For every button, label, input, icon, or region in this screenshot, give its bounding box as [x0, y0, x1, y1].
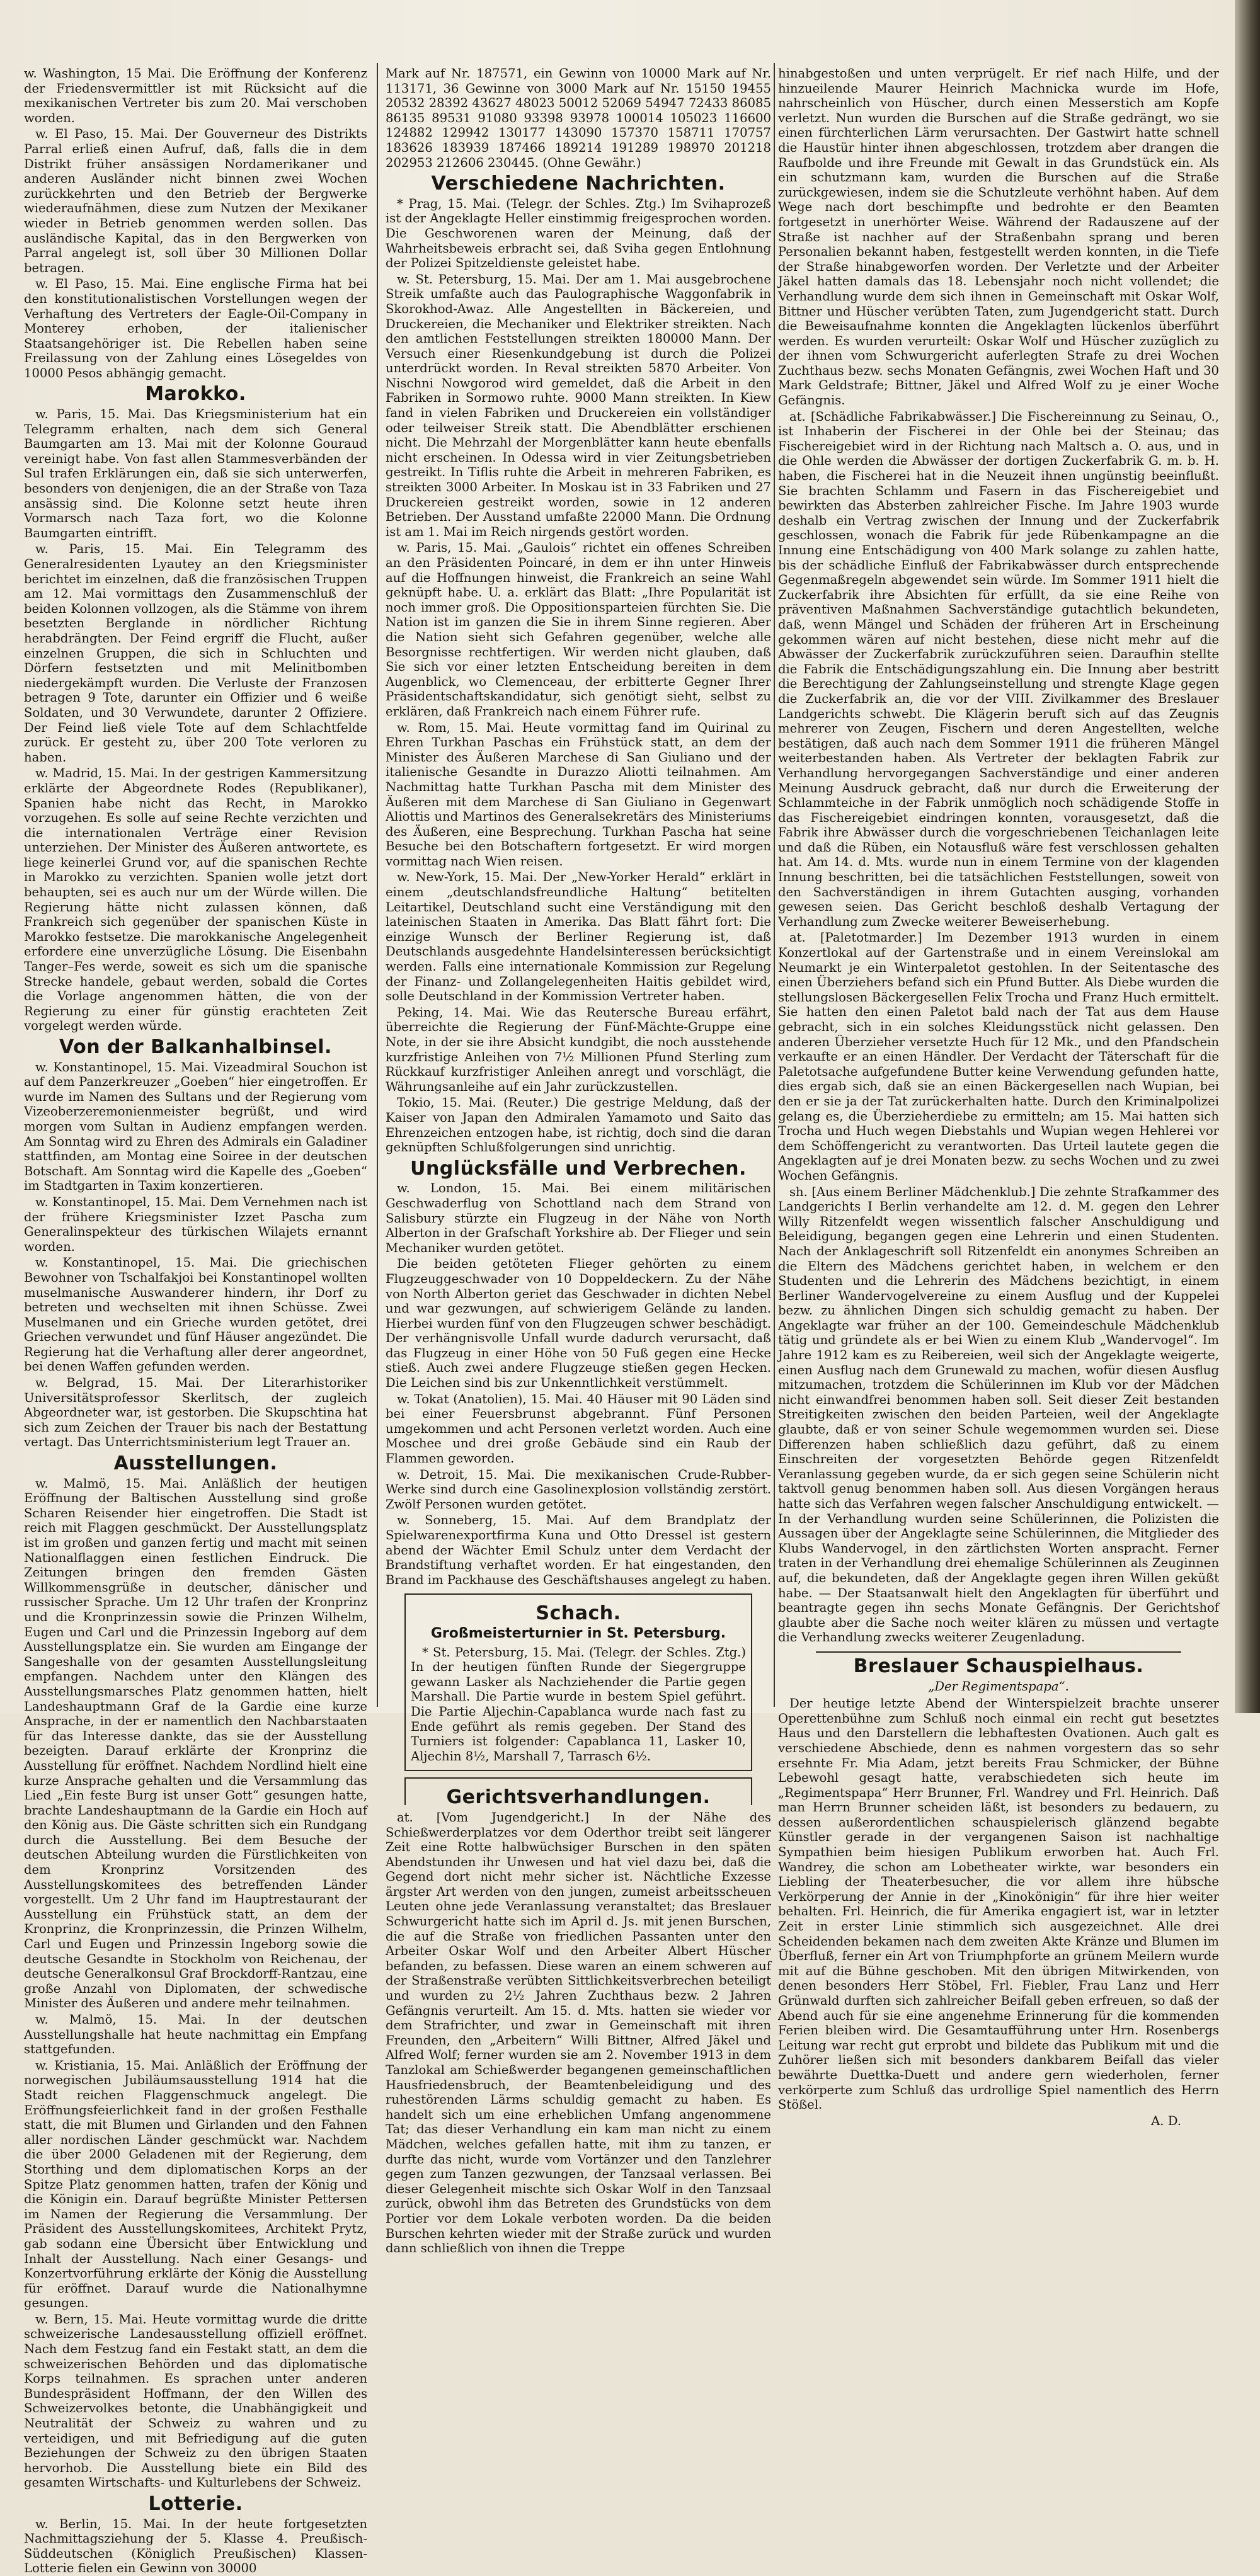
- article: w. Tokat (Anatolien), 15. Mai. 40 Häuser mit 90 Läden sind bei einer Feuersbrunst abgebrannt. Fünf Personen umgekommen und acht Personen verletzt worden. Auch eine Moschee und drei große Gebäude sind ein Raub der Flammen geworden.: [386, 1391, 771, 1466]
- column-rule: [377, 63, 378, 1707]
- article-continuation: hinabgestoßen und unten verprügelt. Er rief nach Hilfe, und der hinzueilende Maurer Heinrich Machnicka wurde im Hofe, nahrscheinlich von Hüscher, durch einen Messerstich am Kopfe verletzt. Nun wurden die Burschen auf die Straße gedrängt, wo sie einen fürchterlichen Lärm verursachten. Der Gastwirt hatte schnell die Haustür hinter ihnen abgeschlossen, trotzdem aber drangen die Raufbolde und ihre Freunde mit Gewalt in das Grundstück ein. Als ein schutzmann kam, wurden die Burschen auf die Straße zurückgewiesen, indem sie die Schutzleute verhöhnt haben. Auf dem Wege nach dort beschimpfte und bedrohte er den Beamten fortgesetzt in unerhörter Weise. Während der Radauszene auf der Straße ist nachher auf der Straßenbahn sprang und beren Personalien bekannt haben, festgestellt werden konnten, in die Tiefe der Straße hinabgeworfen worden. Der Verletzte und der Arbeiter Jäkel hatten damals das 18. Lebensjahr noch nicht vollendet; die Verhandlung wurde dem sich ihnen in Gemeinschaft mit Oskar Wolf, Bittner und Hüscher verübten Taten, zum Jugendgericht statt. Durch die Beweisaufnahme konnten die Angeklagten lückenlos überführt werden. Es wurden verurteilt: Oskar Wolf und Hüscher zuzüglich zu der ihnen vom Schwurgericht auferlegten Strafe zu drei Wochen Zuchthaus bezw. sechs Monaten Gefängnis, zwei Wochen Haft und 30 Mark Geldstrafe; Bittner, Jäkel und Alfred Wolf zu je einer Woche Gefängnis.: [778, 66, 1219, 408]
- section-heading-ausstellungen: Ausstellungen.: [113, 1452, 278, 1475]
- article: at. [Vom Jugendgericht.] In der Nähe des Schießwerderplatzes vor dem Oderthor treibt seit längerer Zeit eine Rotte halbwüchsiger Burschen in den späten Abendstunden ihr Unwesen und hat viel dazu bei, daß die Gegend dort nicht mehr sicher ist. Nächtliche Exzesse ärgster Art werden von den jungen, zumeist arbeitsscheuen Leuten ohne jede Veranlassung veranstaltet; das Breslauer Schwurgericht hatte sich im April d. Js. mit jenen Burschen, die auf die Straße von friedlichen Passanten unter den Arbeiter Oskar Wolf und den Arbeiter Albert Hüscher befanden, zu befassen. Diese waren an einem schweren auf der Straßenstraße verübten Sittlichkeitsverbrechen beteiligt und wurden zu 2½ Jahren Zuchthaus bezw. 2 Jahren Gefängnis verurteilt. Am 15. d. Mts. hatten sie wieder vor dem Strafrichter, und zwar in Gemeinschaft mit ihren Freunden, den „Arbeitern“ Willi Bittner, Alfred Jäkel und Alfred Wolf; ferner wurden sie am 2. November 1913 in dem Tanzlokal am Schießwerder begangenen gemeinschaftlichen Hausfriedensbruch, der Beamtenbeleidigung und des ruhestörenden Lärms schuldig gemacht zu haben. Es handelt sich um eine erheblichen Umfang angenommene Tat; das dieser Verhandlung ein kam man nicht zu einem Mädchen, welches gefallen hatte, mit ihm zu tanzen, er durfte das nicht, wurde vom Vortänzer und den Tanzlehrer gegen zum Tanzen gezwungen, der Tanzsaal verlassen. Bei dieser Gelegenheit mischte sich Oskar Wolf in den Tanzsaal zurück, obwohl ihm das Betreten des Grundstücks von dem Portier vor dem Lokale verboten worden. Da die beiden Burschen kehrten wieder mit der Straße zurück und wurden dann schließlich von ihnen die Treppe: [386, 1809, 771, 2256]
- author-signature: A. D.: [1151, 2113, 1181, 2128]
- article: * Prag, 15. Mai. (Telegr. der Schles. Ztg.) Im Svihaprozeß ist der Angeklagte Heller einstimmig freigesprochen worden. Die Geschworenen waren der Meinung, daß der Wahrheitsbeweis erbracht sei, daß Sviha gegen Entlohnung der Polizei Spitzeldienste geleistet habe.: [386, 196, 771, 271]
- section-heading-verschiedene: Verschiedene Nachrichten.: [431, 173, 726, 195]
- article: w. El Paso, 15. Mai. Eine englische Firma hat bei den konstitutionalistischen Vorstellungen wegen der Verhaftung des Vertreters der Eagle-Oil-Company in Monterey erhoben, der italienischer Staatsangehöriger ist. Die Rebellen haben seine Freilassung von der Zahlung eines Lösegeldes von 10000 Pesos abhängig gemacht.: [24, 276, 367, 380]
- article: Der heutige letzte Abend der Winterspielzeit brachte unserer Operettenbühne zum Schluß noch einmal ein recht gut besetztes Haus und den Darstellern die lebhaftesten Ovationen. Auch galt es verschiedene Abschiede, denn es nahmen vorgestern das so sehr ersehnte Fr. Mia Adam, jetzt bereits Frau Schmicker, der Bühne Lebewohl gesagt hatte, verabschiedeten sich heute im „Regimentspapa“ Herr Brunner, Frl. Wandrey und Frl. Heinrich. Daß man Herrn Brunner scheiden läßt, ist besonders zu bedauern, zu dessen außerordentlichen schauspielerisch glänzend begabte Künstler gerade in der vergangenen Saison ist nachhaltige Sympathien beim hiesigen Publikum erworben hat. Auch Frl. Wandrey, die schon am Lobetheater wirkte, war besonders ein Liebling der Theaterbesucher, die vor allem ihre hübsche Verkörperung der Annie in der „Kinokönigin“ für ihre hier weiter behalten. Frl. Heinrich, die für Amerika engagiert ist, war in letzter Zeit in erster Linie stimmlich sich ausgezeichnet. Alle drei Scheidenden bekamen nach dem zweiten Akte Kränze und Blumen im Überfluß, ferner ein Art von Triumphpforte an grünem Meilern wurde mit auf die Bühne geschoben. Mit den übrigen Mitwirkenden, von denen besonders Herr Stöbel, Frl. Fiebler, Frau Lanz und Herr Grünwald durften sich zahlreicher Beifall geben erfreuen, so daß der Abend auch für sie eine angenehme Erinnerung für die kommenden Ferien bleiben wird. Die Gesamtaufführung unter Hrn. Rosenbergs Leitung war recht gut erprobt und bildete das Publikum mit und die Zuhörer ließen sich mit besonders dankbarem Beifall das vieler bewährte Duettka-Duett und andere gern wiederholen, ferner verkörperte zum Schluß das urdrollige Spiel namentlich des Herrn Stößel.: [778, 1696, 1219, 2112]
- gericht-box: [404, 1777, 752, 1809]
- article: w. New-York, 15. Mai. Der „New-Yorker Herald“ erklärt in einem „deutschlandsfreundliche Haltung“ betitelten Leitartikel, Deutschland sucht eine Verständigung mit den lateinischen Staaten in Amerika. Das Blatt fährt fort: Die einzige Wunsch der Berliner Regierung ist, daß Deutschlands ausgedehnte Handelsinteressen berücksichtigt werden. Falls eine internationale Kommission zur Regelung der Finanz- und Zollangelegenheiten Haitis gebildet wird, solle Deutschland in der Kommission Vertreter haben.: [386, 870, 771, 1004]
- page-binding-shadow: [1235, 0, 1260, 1713]
- section-heading-theater: Breslauer Schauspielhaus.: [853, 1655, 1144, 1677]
- article: at. [Paletotmarder.] Im Dezember 1913 wurden in einem Konzertlokal auf der Gartenstraße und in einem Vereinslokal am Neumarkt je ein Winterpaletot gestohlen. In der Seitentasche des einen Überziehers befand sich ein Pfund Butter. Als Diebe wurden die stellungslosen Bäckergesellen Felix Trocha und Franz Huch ermittelt. Sie hatten den einen Paletot bald nach der Tat aus dem Hause gebracht, sich in ein solches Kleidungsstück nicht gelassen. Den anderen Überzieher versetzte Huch für 12 Mk., und den Pfandschein verkaufte er an einen Händler. Der Verdacht der Täterschaft für die Paletotsache aufgefundene Butter keine Verwendung gefunden hatte, dies ergab sich, daß sie an einen Bäckergesellen nach Wupian, bei den er sie ja der Tat zurückerhalten hatte. Durch den Kriminalpolizei gelang es, die Überzieherdiebe zu ermitteln; am 15. Mai hatten sich Trocha und Huch wegen Diebstahls und Wupian wegen Hehlerei vor dem Schöffengericht zu verantworten. Das Urteil lautete gegen die Angeklagten auf je drei Monaten bezw. zu sechs Wochen und zu zwei Wochen Gefängnis.: [778, 930, 1219, 1183]
- article: Tokio, 15. Mai. (Reuter.) Die gestrige Meldung, daß der Kaiser von Japan den Admiralen Yamamoto und Saito das Ehrenzeichen entzogen habe, ist richtig, doch sind die daran geknüpften Schlußfolgerungen sind unrichtig.: [386, 1095, 771, 1155]
- article: w. Detroit, 15. Mai. Die mexikanischen Crude-Rubber-Werke sind durch eine Gasolinexplosion vollständig zerstört. Zwölf Personen wurden getötet.: [386, 1467, 771, 1512]
- article: w. Rom, 15. Mai. Heute vormittag fand im Quirinal zu Ehren Turkhan Paschas ein Frühstück statt, an dem der Minister des Äußeren Marchese di San Giuliano und der italienische Gesandte in Durazzo Aliotti teilnahmen. Am Nachmittag hatte Turkhan Pascha mit dem Minister des Äußeren mit dem Marchese di San Giuliano in Gegenwart Aliottis und Martinos des Generalsekretärs des Ministeriums des Äußeren, eine Besprechung. Turkhan Pascha hat seine Besuche bei den Botschaftern fortgesetzt. Er wird morgen vormittag nach Wien reisen.: [386, 720, 771, 869]
- article: w. Washington, 15 Mai. Die Eröffnung der Konferenz der Friedensvermittler ist mit Rücksicht auf die mexikanischen Vertreter bis zum 20. Mai verschoben worden.: [24, 66, 367, 125]
- article: w. Madrid, 15. Mai. In der gestrigen Kammersitzung erklärte der Abgeordnete Rodes (Republikaner), Spanien habe nicht das Recht, in Marokko vorzugehen. Es solle auf seine Rechte verzichten und die internationalen Verträge einer Revision unterziehen. Der Minister des Äußeren antwortete, es liege keinerlei Grund vor, auf die spanischen Rechte in Marokko zu verzichten. Spanien wolle jetzt dort behaupten, sei es auch nur um der Würde willen. Die Regierung hätte nicht zulassen können, daß Frankreich sich gegenüber der spanischen Küste in Marokko festsetze. Die marokkanische Angelegenheit erfordere eine unverzügliche Lösung. Die Eisenbahn Tanger–Fes werde, soweit es sich um die spanische Strecke handele, gebaut werden, sobald die Cortes die Vorlage angenommen hätten, die von der Regierung zu einer für günstig erachteten Zeit vorgelegt werden würde.: [24, 766, 367, 1034]
- article: w. St. Petersburg, 15. Mai. Der am 1. Mai ausgebrochene Streik umfaßte auch das Paulographische Waggonfabrik in Skorokhod-Awaz. Alle Angestellten in Bäckereien, und Druckereien, die Mechaniker und Elektriker streikten. Nach den amtlichen Feststellungen streikten 180000 Mann. Der Versuch einer Riesenkundgebung ist durch die Polizei unterdrückt worden. In Reval streikten 5870 Arbeiter. Von Nischni Nowgorod wird gemeldet, daß die Arbeit in den Fabriken in Sormowo ruhte. 9000 Mann streikten. In Kiew fand in vielen Fabriken und Druckereien ein vollständiger oder teilweiser Streik statt. Die Abendblätter erschienen nicht. Die Mehrzahl der Morgenblätter kann heute ebenfalls nicht erscheinen. In Odessa wird in vier Zeitungsbetrieben gestreikt. In Tiflis ruhte die Arbeit in mehreren Fabriken, es streikten 3000 Arbeiter. In Moskau ist in 33 Fabriken und 27 Druckereien gestreikt worden, sowie in 12 anderen Betrieben. Der Ausstand umfaßte 22000 Mann. Die Ordnung ist am 1. Mai im Reich nirgends gestört worden.: [386, 271, 771, 539]
- article: w. Kristiania, 15. Mai. Anläßlich der Eröffnung der norwegischen Jubiläumsausstellung 1914 hat die Stadt reichen Flaggenschmuck angelegt. Die Eröffnungsfeierlichkeit fand in der großen Festhalle statt, die mit Blumen und Girlanden und den Fahnen aller nordischen Länder geschmückt war. Nachdem die über 2000 Geladenen mit der Regierung, dem Storthing und dem diplomatischen Korps an der Spitze Platz genommen hatten, trafen der König und die Königin ein. Darauf begrüßte Minister Pettersen im Namen der Regierung die Versammlung. Der Präsident des Ausstellungskomitees, Architekt Prytz, gab sodann eine Übersicht über Entwicklung und Inhalt der Ausstellung. Nach einer Gesangs- und Konzertvorführung erklärte der König die Ausstellung für eröffnet. Darauf wurde die Nationalhymne gesungen.: [24, 2058, 367, 2311]
- article: w. Konstantinopel, 15. Mai. Die griechischen Bewohner von Tschalfakjoi bei Konstantinopel wollten muselmanische Auswanderer hindern, ihr Dorf zu betreten und wechselten mit ihnen Schüsse. Zwei Muselmanen und ein Grieche wurden getötet, drei Griechen verwundet und fünf Häuser angezündet. Die Regierung hat die Verhaftung aller derer angeordnet, bei denen Waffen gefunden werden.: [24, 1255, 367, 1374]
- article: w. Paris, 15. Mai. Ein Telegramm des Generalresidenten Lyautey an den Kriegsminister berichtet im einzelnen, daß die französischen Truppen am 12. Mai vormittags den Zusammenschluß der beiden Kolonnen vollzogen, als die Stämme von ihrem besetzten Berglande in nördlicher Richtung herabdrängten. Der Feind ergriff die Flucht, außer einzelnen Gruppen, die sich in Schluchten und Dörfern festsetzten und mit Melinitbomben niedergekämpft wurden. Die Verluste der Franzosen betragen 9 Tote, darunter ein Offizier und 6 weiße Soldaten, und 30 Verwundete, darunter 2 Offiziere. Der Feind ließ viele Tote auf dem Schlachtfelde zurück. Er gesteht zu, über 200 Tote verloren zu haben.: [24, 542, 367, 765]
- article: w. Konstantinopel, 15. Mai. Dem Vernehmen nach ist der frühere Kriegsminister Izzet Pascha zum Generalinspekteur des türkischen Wilajets ernannt worden.: [24, 1194, 367, 1254]
- column-2: [386, 66, 771, 2256]
- section-heading-schach: Schach.: [536, 1602, 621, 1625]
- column-1: [24, 66, 368, 2576]
- article: w. London, 15. Mai. Bei einem militärischen Geschwaderflug von Schottland nach dem Strand von Salisbury stürzte ein Flugzeug in der Nähe von North Alberton in der Grafschaft Yorkshire ab. Der Flieger und sein Mechaniker wurden getötet.: [386, 1181, 771, 1255]
- section-heading-marokko: Marokko.: [145, 383, 246, 406]
- subheading-schach: Großmeisterturnier in St. Petersburg.: [430, 1625, 726, 1641]
- article: w. Bern, 15. Mai. Heute vormittag wurde die dritte schweizerische Landesausstellung offiziell eröffnet. Nach dem Festzug fand ein Festakt statt, an dem die schweizerischen Behörden und das diplomatische Korps teilnahmen. Es sprachen unter anderen Bundespräsident Hoffmann, der den Willen des Schweizervolkes betonte, die Unabhängigkeit und Neutralität der Schweiz zu wahren und zu verteidigen, und mit Befriedigung auf die guten Beziehungen der Schweiz zu den übrigen Staaten hervorhob. Die Ausstellung biete ein Bild des gesamten Wirtschafts- und Kulturlebens der Schweiz.: [24, 2311, 367, 2490]
- section-heading-unglueck: Unglücksfälle und Verbrechen.: [410, 1157, 747, 1180]
- column-rule: [774, 63, 775, 1707]
- column-3: [778, 66, 1219, 2128]
- subheading-theater: „Der Regimentspapa“.: [928, 1678, 1069, 1694]
- section-heading-lotterie: Lotterie.: [148, 2493, 243, 2515]
- article: w. Sonneberg, 15. Mai. Auf dem Brandplatz der Spielwarenexportfirma Kuna und Otto Dressel ist gestern abend der Wächter Emil Schulz unter dem Verdacht der Brandstiftung verhaftet worden. Er hat eingestanden, den Brand im Packhause des Geschäftshauses angelegt zu haben.: [386, 1513, 771, 1587]
- article: Peking, 14. Mai. Wie das Reutersche Bureau erfährt, überreichte die Regierung der Fünf-Mächte-Gruppe eine Note, in der sie ihre Absicht kundgibt, die noch ausstehende kurzfristige Anleihen von 7½ Millionen Pfund Sterling zum Rückkauf kurzfristiger Anleihen anregt und vorschlägt, die Währungsanleihe auf ein Jahr zurückzustellen.: [386, 1005, 771, 1094]
- article: w. Belgrad, 15. Mai. Der Literarhistoriker Universitätsprofessor Skerlitsch, der zugleich Abgeordneter war, ist gestorben. Die Skupschtina hat sich zum Zeichen der Trauer bis nach der Bestattung vertagt. Das Unterrichtsministerium legt Trauer an.: [24, 1376, 367, 1450]
- article: w. Malmö, 15. Mai. Anläßlich der heutigen Eröffnung der Baltischen Ausstellung sind große Scharen Reisender hier eingetroffen. Die Stadt ist reich mit Flaggen geschmückt. Der Ausstellungsplatz ist im großen und ganzen fertig und macht mit seinen Nationalflaggen einen festlichen Eindruck. Die Zeitungen bringen den fremden Gästen Willkommensgrüße in deutscher, dänischer und russischer Sprache. Um 12 Uhr trafen der Kronprinz und die Kronprinzessin sowie die Prinzen Wilhelm, Eugen und Carl und die Prinzessin Ingeborg auf dem Ausstellungsplatze ein. Sie wurden am Eingange der Sangeshalle von der gesamten Ausstellungsleitung empfangen. Nachdem unter den Klängen des Ausstellungsmarsches Platz genommen hatten, hielt Landeshauptmann Graf de la Gardie eine kurze Ansprache, in der er namentlich den Nachbarstaaten für das Interesse dankte, das sie der Ausstellung bezeigten. Darauf erklärte der Kronprinz die Ausstellung für eröffnet. Nachdem Nordlind hielt eine kurze Ansprache gehalten und die Versammlung das Lied „Ein feste Burg ist unser Gott“ gesungen hatte, brachte Landeshauptmann de la Gardie ein Hoch auf den König aus. Die Gäste schritten sich ein Rundgang durch die Ausstellung. Bei dem Besuche der deutschen Abteilung wurden die Fürstlichkeiten von dem Kronprinz Vorsitzenden des Ausstellungskomitees des betreffenden Länder vorgestellt. Um 2 Uhr fand im Hauptrestaurant der Ausstellung ein Frühstück statt, an dem der Kronprinz, die Kronprinzessin, die Prinzen Wilhelm, Carl und Eugen und Prinzessin Ingeborg sowie die deutsche Gesandte in Stockholm von Reichenau, der deutsche Generalkonsul Graf Brockdorff-Rantzau, eine große Anzahl von Diplomaten, der schwedische Minister des Äußeren und andere mehr teilnahmen.: [24, 1476, 368, 2011]
- article: w. Paris, 15. Mai. Das Kriegsministerium hat ein Telegramm erhalten, nach dem sich General Baumgarten am 13. Mai mit der Kolonne Gouraud vereinigt habe. Von fast allen Stammesverbänden der Sul trafen Erklärungen ein, daß sie sich unterwerfen, besonders von denjenigen, die an der Straße von Taza ansässig sind. Die Kolonne setzt heute ihren Vormarsch nach Taza fort, wo die Kolonne Baumgarten eintrifft.: [24, 407, 367, 540]
- article: w. Berlin, 15. Mai. In der heute fortgesetzten Nachmittagsziehung der 5. Klasse 4. Preußisch-Süddeutschen (Königlich Preußischen) Klassen-Lotterie fielen ein Gewinn von 30000: [24, 2516, 367, 2576]
- article: at. [Schädliche Fabrikabwässer.] Die Fischereinnung zu Seinau, O., ist Inhaberin der Fischerei in der Ohle bei der Steinau; das Fischereigebiet wird in der Richtung nach Maltsch a. O. aus, und in die Ohle werden die Abwässer der dortigen Zuckerfabrik G. m. b. H. haben, die Fischerei hat in die Neuzeit ihnen ungünstig beeinflußt. Sie brachten Schlamm und Fasern in das Fischereigebiet und bewirkten das Absterben zahlreicher Fische. Im Jahre 1903 wurde deshalb ein Vertrag zwischen der Innung und der Zuckerfabrik geschlossen, wonach die Fabrik für jede Rübenkampagne an die Innung eine Entschädigung von 400 Mark solange zu zahlen hatte, bis der schädliche Einfluß der Fabrikabwässer durch entsprechende Gegenmaßregeln abgewendet sein würde. Im Sommer 1911 hielt die Zuckerfabrik ihre Absichten für erfüllt, da sie eine Reihe von präventiven Maßnahmen Sachverständige gutachtlich bekundeten, daß, wenn Mängel und Schäden der früheren Art in Erscheinung gekommen wären auf nicht bestehen, diese nicht mehr auf die Abwässer der Zuckerfabrik zurückzuführen seien. Daraufhin stellte die Fabrik die Entschädigungszahlung ein. Die Innung aber bestritt die Berechtigung der Zahlungseinstellung und strengte Klage gegen die Zuckerfabrik an, die vor der VIII. Zivilkammer des Breslauer Landgerichts schwebt. Die Klägerin beruft sich auf das Zeugnis mehrerer von Zeugen, Fischern und deren Angestellten, welche bestätigen, daß auch nach dem Sommer 1911 die früheren Mängel weiterbestanden haben. Als Vertreter der beklagten Fabrik zur Verhandlung hervorgegangen Sachverständige und einer anderen Meinung Ausdruck gebracht, daß nur durch die Erweiterung der Schlammteiche in der Fabrik unmöglich noch schädigende Stoffe in das Fischereigebiet eindringen konnten, vorausgesetzt, daß die Fabrik ihre Abwässer durch die vorgeschriebenen Teichanlagen leite und daß die Rüben, ein Notausfluß wäre fest verschlossen gehalten hat. Am 14. d. Mts. wurde nun in einem Termine von der klagenden Innung beschritten, bei die tatsächlichen Feststellungen, soweit von den Sachverständigen in ihrem Gutachten ausging, vorhanden gewesen seien. Das Gericht beschloß deshalb Vertagung der Verhandlung zum Zwecke weiterer Beweiserhebung.: [778, 409, 1219, 929]
- article: w. El Paso, 15. Mai. Der Gouverneur des Distrikts Parral erließ einen Aufruf, daß, falls die in dem Distrikt früher ansässigen Nordamerikaner und anderen Ausländer nicht binnen zwei Wochen zurückkehrten und den Betrieb der Bergwerke wiederaufnähmen, diese zum Nutzen der Mexikaner wieder in Betrieb genommen werden sollen. Das ausländische Kapital, das in den Bergwerken von Parral angelegt ist, soll über 30 Millionen Dollar betragen.: [24, 127, 367, 275]
- section-heading-balkan: Von der Balkanhalbinsel.: [59, 1036, 332, 1058]
- article: w. Malmö, 15. Mai. In der deutschen Ausstellungshalle hat heute nachmittag ein Empfang stattgefunden.: [24, 2012, 367, 2057]
- article-continuation: Mark auf Nr. 187571, ein Gewinn von 10000 Mark auf Nr. 113171, 36 Gewinne von 3000 Mark auf Nr. 15150 19455 20532 28392 43627 48023 50012 52069 54947 72433 86085 86135 89531 91080 93398 93978 100014 105023 116600 124882 129942 130177 143090 157370 158711 170757 183626 183939 187466 189214 191289 198970 201218 202953 212606 230445. (Ohne Gewähr.): [386, 66, 771, 170]
- section-separator: [816, 1651, 1181, 1653]
- article: w. Konstantinopel, 15. Mai. Vizeadmiral Souchon ist auf dem Panzerkreuzer „Goeben“ hier eingetroffen. Er wurde im Namen des Sultans und der Regierung vom Vizeoberzeremonienmeister begrüßt, und wird morgen vom Sultan in Audienz empfangen werden. Am Sonntag wird zu Ehren des Admirals ein Galadiner stattfinden, am Montag eine Soiree in der deutschen Botschaft. Am Sonntag wird die Kapelle des „Goeben“ im Stadtgarten in Taxim konzertieren.: [24, 1059, 367, 1194]
- section-heading-gericht: Gerichtsverhandlungen.: [446, 1786, 711, 1809]
- article: * St. Petersburg, 15. Mai. (Telegr. der Schles. Ztg.) In der heutigen fünften Runde der Siegergruppe gewann Lasker als Nachziehender die Partie gegen Marshall. Die Partie wurde in bestem Spiel geführt. Die Partie Aljechin-Capablanca wurde nach fast zu Ende geführt als remis gegeben. Der Stand des Turniers ist folgender: Capablanca 11, Lasker 10, Aljechin 8½, Marshall 7, Tarrasch 6½.: [411, 1644, 746, 1764]
- schach-box: [404, 1593, 752, 1771]
- article: Die beiden getöteten Flieger gehörten zu einem Flugzeuggeschwader von 10 Doppeldeckern. Zu der Nähe von North Alberton geriet das Geschwader in dichten Nebel und war gezwungen, auf schwierigem Gelände zu landen. Hierbei wurden fünf von den Flugzeugen schwer beschädigt. Der verhängnisvolle Unfall wurde dadurch verursacht, daß das Flugzeug in einer Höhe von 50 Fuß gegen eine Hecke stieß. Auch zwei andere Flugzeuge stießen gegen Hecken. Die Leichen sind bis zur Unkenntlichkeit verstümmelt.: [386, 1257, 771, 1391]
- article: w. Paris, 15. Mai. „Gaulois“ richtet ein offenes Schreiben an den Präsidenten Poincaré, in dem er ihn unter Hinweis auf die Hoffnungen hinweist, die Frankreich an seine Wahl geknüpft habe. U. a. erklärt das Blatt: „Ihre Popularität ist noch immer groß. Die Oppositionsparteien fürchten Sie. Die Nation ist im ganzen die Sie in ihrem Sinne regieren. Aber die Nation sieht sich Gefahren gegenüber, welche alle Besorgnisse rechtfertigen. Wir werden nicht glauben, daß Sie sich vor einer letzten Entscheidung bereiten in dem Augenblick, wo Clemenceau, der erbitterte Gegner Ihrer Präsidentschaftskandidatur, sich genötigt sieht, selbst zu erklären, daß Frankreich nach einem Führer rufe.: [386, 540, 771, 719]
- article: sh. [Aus einem Berliner Mädchenklub.] Die zehnte Strafkammer des Landgerichts I Berlin verhandelte am 12. d. M. gegen den Lehrer Willy Ritzenfeldt wegen wissentlich falscher Anschuldigung und Beleidigung, begangen gegen eine Lehrerin und einen Studenten. Nach der Anklageschrift soll Ritzenfeldt ein anonymes Schreiben an die Eltern des Mädchens gerichtet haben, in welchem er den Studenten und die Lehrerin des Mädchens bezichtigt, in einem Berliner Wandervogelvereine zu einem Ausflug und der Kuppelei bezw. zu ähnlichen Dingen sich schuldig gemacht zu haben. Der Angeklagte war früher an der 100. Gemeindeschule Mädchenklub tätig und gründete als er bei Wien zu einem Klub „Wandervogel“. Im Jahre 1912 kam es zu Reibereien, weil sich der Angeklagte weigerte, einen Ausflug nach dem Grunewald zu machen, wofür diesen Ausflug mitzumachen, trotzdem die Schülerinnen im Klub vor der Mädchen nicht einwandfrei benommen haben soll. Seit dieser Zeit bestanden Streitigkeiten zwischen den beiden Parteien, weil der Angeklagte glaubte, daß er von seiner Schule wegemommen wurden sei. Diese Differenzen haben schließlich dazu geführt, daß zu einem Einschreiten der vorgesetzten Behörde gegen Ritzenfeldt Veranlassung gegeben wurde, da er sich gegen seine Schülerin nicht taktvoll genug benommen haben soll. Aus diesen Vorgängen heraus hatte sich das Verfahren wegen falscher Anschuldigung entwickelt. — In der Verhandlung wurden seine Schülerinnen, die Polizisten die Aussagen über der Angeklagte seine Schülerinnen, die Mitglieder des Klubs Wandervogel, in den zärtlichsten Worten anspracht. Ferner traten in der Verhandlung drei ehemalige Schülerinnen als Zeuginnen auf, die bekundeten, daß der Angeklagte gegen ihren Willen geküßt habe. — Der Staatsanwalt hielt den Angeklagten für überführt und beantragte gegen ihn sechs Monate Gefängnis. Der Gerichtshof glaubte aber die Sache noch weiter klären zu müssen und vertagte die Verhandlung zwecks weiterer Zeugenladung.: [778, 1184, 1219, 1645]
